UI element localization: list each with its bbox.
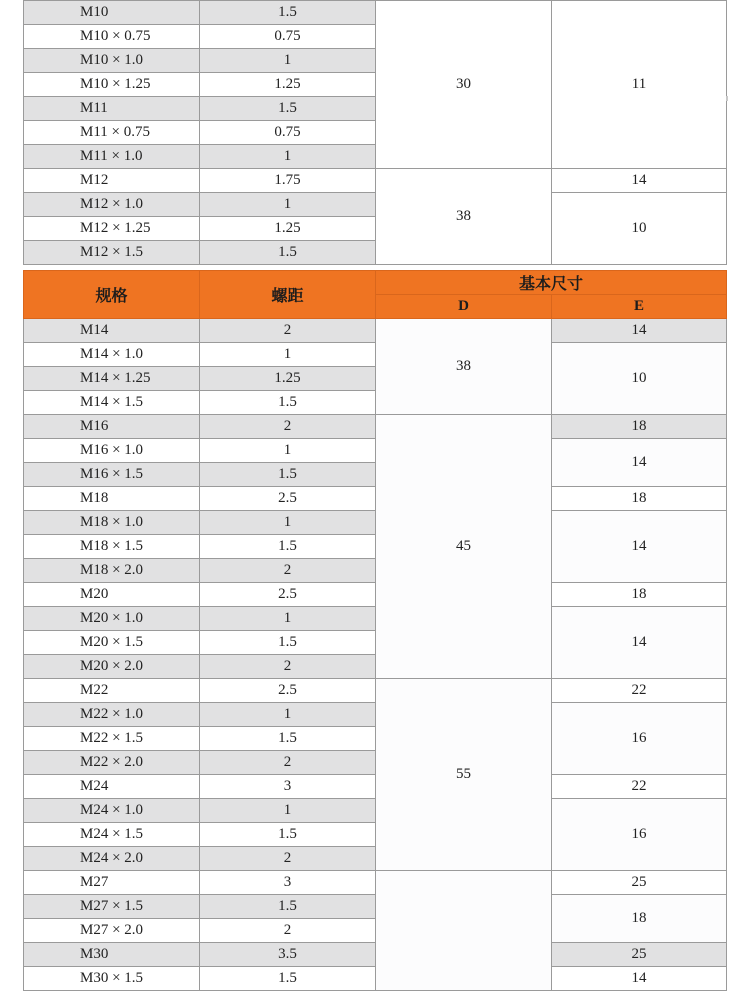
table-row	[24, 775, 727, 799]
pitch-cell: 1	[200, 343, 376, 367]
spec-cell: M18	[24, 487, 200, 511]
header-spec: 规格	[24, 271, 200, 319]
table-row	[24, 703, 727, 727]
table-row	[24, 487, 727, 511]
table-row	[24, 1, 727, 25]
table-row	[24, 193, 727, 217]
pitch-cell: 1.5	[200, 727, 376, 751]
pitch-cell: 2.5	[200, 679, 376, 703]
e-cell: 14	[552, 319, 727, 343]
e-cell: 14	[552, 607, 727, 679]
spec-cell: M20 × 1.0	[24, 607, 200, 631]
table-row	[24, 967, 727, 991]
pitch-cell: 1.5	[200, 463, 376, 487]
spec-cell: M12 × 1.5	[24, 241, 200, 265]
e-cell: 18	[552, 415, 727, 439]
pitch-cell: 1.5	[200, 967, 376, 991]
table-row	[24, 679, 727, 703]
pitch-cell: 1.5	[200, 823, 376, 847]
spec-cell: M12 × 1.0	[24, 193, 200, 217]
table-row	[24, 439, 727, 463]
spec-cell: M10 × 1.25	[24, 73, 200, 97]
e-cell: 18	[552, 583, 727, 607]
pitch-cell: 1	[200, 193, 376, 217]
spec-cell: M22 × 1.5	[24, 727, 200, 751]
pitch-cell: 1	[200, 145, 376, 169]
d-cell: 38	[376, 169, 552, 265]
spec-cell: M20	[24, 583, 200, 607]
pitch-cell: 1	[200, 439, 376, 463]
spec-cell: M11 × 1.0	[24, 145, 200, 169]
spec-cell: M27 × 2.0	[24, 919, 200, 943]
spec-cell: M18 × 2.0	[24, 559, 200, 583]
pitch-cell: 1	[200, 703, 376, 727]
pitch-cell: 3.5	[200, 943, 376, 967]
pitch-cell: 2	[200, 751, 376, 775]
header-pitch: 螺距	[200, 271, 376, 319]
e-cell: 16	[552, 799, 727, 871]
pitch-cell: 2.5	[200, 487, 376, 511]
d-cell: 55	[376, 679, 552, 871]
pitch-cell: 3	[200, 775, 376, 799]
pitch-cell: 0.75	[200, 25, 376, 49]
spec-cell: M20 × 2.0	[24, 655, 200, 679]
table-row	[24, 871, 727, 895]
table-row	[24, 895, 727, 919]
pitch-cell: 1	[200, 799, 376, 823]
spec-cell: M18 × 1.5	[24, 535, 200, 559]
pitch-cell: 1.75	[200, 169, 376, 193]
table-header-row	[24, 271, 727, 295]
header-e: E	[552, 295, 727, 319]
spec-cell: M12	[24, 169, 200, 193]
e-cell: 14	[552, 169, 727, 193]
pitch-cell: 1.5	[200, 535, 376, 559]
pitch-cell: 0.75	[200, 121, 376, 145]
spec-cell: M16 × 1.5	[24, 463, 200, 487]
pitch-cell: 1.25	[200, 217, 376, 241]
spec-cell: M27	[24, 871, 200, 895]
spec-cell: M22	[24, 679, 200, 703]
e-cell: 25	[552, 871, 727, 895]
e-cell: 10	[552, 343, 727, 415]
spec-cell: M24 × 1.5	[24, 823, 200, 847]
pitch-cell: 1.5	[200, 97, 376, 121]
e-cell: 22	[552, 679, 727, 703]
table-row	[24, 511, 727, 535]
pitch-cell: 2	[200, 415, 376, 439]
table-row	[24, 583, 727, 607]
spec-cell: M10	[24, 1, 200, 25]
pitch-cell: 1.5	[200, 391, 376, 415]
pitch-cell: 1.5	[200, 631, 376, 655]
header-basic-size: 基本尺寸	[376, 271, 727, 295]
spec-cell: M30	[24, 943, 200, 967]
spec-cell: M24 × 2.0	[24, 847, 200, 871]
spec-cell: M24 × 1.0	[24, 799, 200, 823]
pitch-cell: 1.5	[200, 241, 376, 265]
pitch-cell: 1.25	[200, 73, 376, 97]
table-row	[24, 169, 727, 193]
spec-cell: M14	[24, 319, 200, 343]
table-row	[24, 343, 727, 367]
table-row	[24, 319, 727, 343]
spec-cell: M14 × 1.0	[24, 343, 200, 367]
pitch-cell: 1.5	[200, 895, 376, 919]
pitch-cell: 1.5	[200, 1, 376, 25]
spec-cell: M30 × 1.5	[24, 967, 200, 991]
pitch-cell: 2	[200, 919, 376, 943]
e-cell: 25	[552, 943, 727, 967]
pitch-cell: 3	[200, 871, 376, 895]
d-cell: 45	[376, 415, 552, 679]
e-cell: 11	[552, 1, 727, 169]
spec-cell: M24	[24, 775, 200, 799]
spec-cell: M22 × 2.0	[24, 751, 200, 775]
e-cell: 22	[552, 775, 727, 799]
table-row	[24, 607, 727, 631]
thread-table	[23, 270, 727, 991]
spec-cell: M14 × 1.5	[24, 391, 200, 415]
spec-cell: M20 × 1.5	[24, 631, 200, 655]
pitch-cell: 1	[200, 607, 376, 631]
pitch-cell: 2	[200, 655, 376, 679]
pitch-cell: 2	[200, 559, 376, 583]
spec-cell: M16	[24, 415, 200, 439]
spec-cell: M18 × 1.0	[24, 511, 200, 535]
e-cell: 18	[552, 487, 727, 511]
spec-cell: M22 × 1.0	[24, 703, 200, 727]
e-cell: 14	[552, 439, 727, 487]
e-cell: 10	[552, 193, 727, 265]
pitch-cell: 2	[200, 847, 376, 871]
spec-cell: M11 × 0.75	[24, 121, 200, 145]
spec-cell: M14 × 1.25	[24, 367, 200, 391]
pitch-cell: 2.5	[200, 583, 376, 607]
header-d: D	[376, 295, 552, 319]
spec-cell: M11	[24, 97, 200, 121]
spec-cell: M10 × 1.0	[24, 49, 200, 73]
e-cell: 16	[552, 703, 727, 775]
d-cell: 38	[376, 319, 552, 415]
spec-cell: M10 × 0.75	[24, 25, 200, 49]
d-cell: 30	[376, 1, 552, 169]
edge-mark	[726, 96, 728, 101]
table-row	[24, 943, 727, 967]
pitch-cell: 1.25	[200, 367, 376, 391]
pitch-cell: 1	[200, 49, 376, 73]
spec-cell: M16 × 1.0	[24, 439, 200, 463]
e-cell: 14	[552, 967, 727, 991]
spec-cell: M12 × 1.25	[24, 217, 200, 241]
e-cell: 18	[552, 895, 727, 943]
table-row	[24, 799, 727, 823]
pitch-cell: 2	[200, 319, 376, 343]
e-cell: 14	[552, 511, 727, 583]
pitch-cell: 1	[200, 511, 376, 535]
spec-cell: M27 × 1.5	[24, 895, 200, 919]
d-cell	[376, 871, 552, 991]
table-row	[24, 415, 727, 439]
thread-table-continued	[23, 0, 727, 265]
